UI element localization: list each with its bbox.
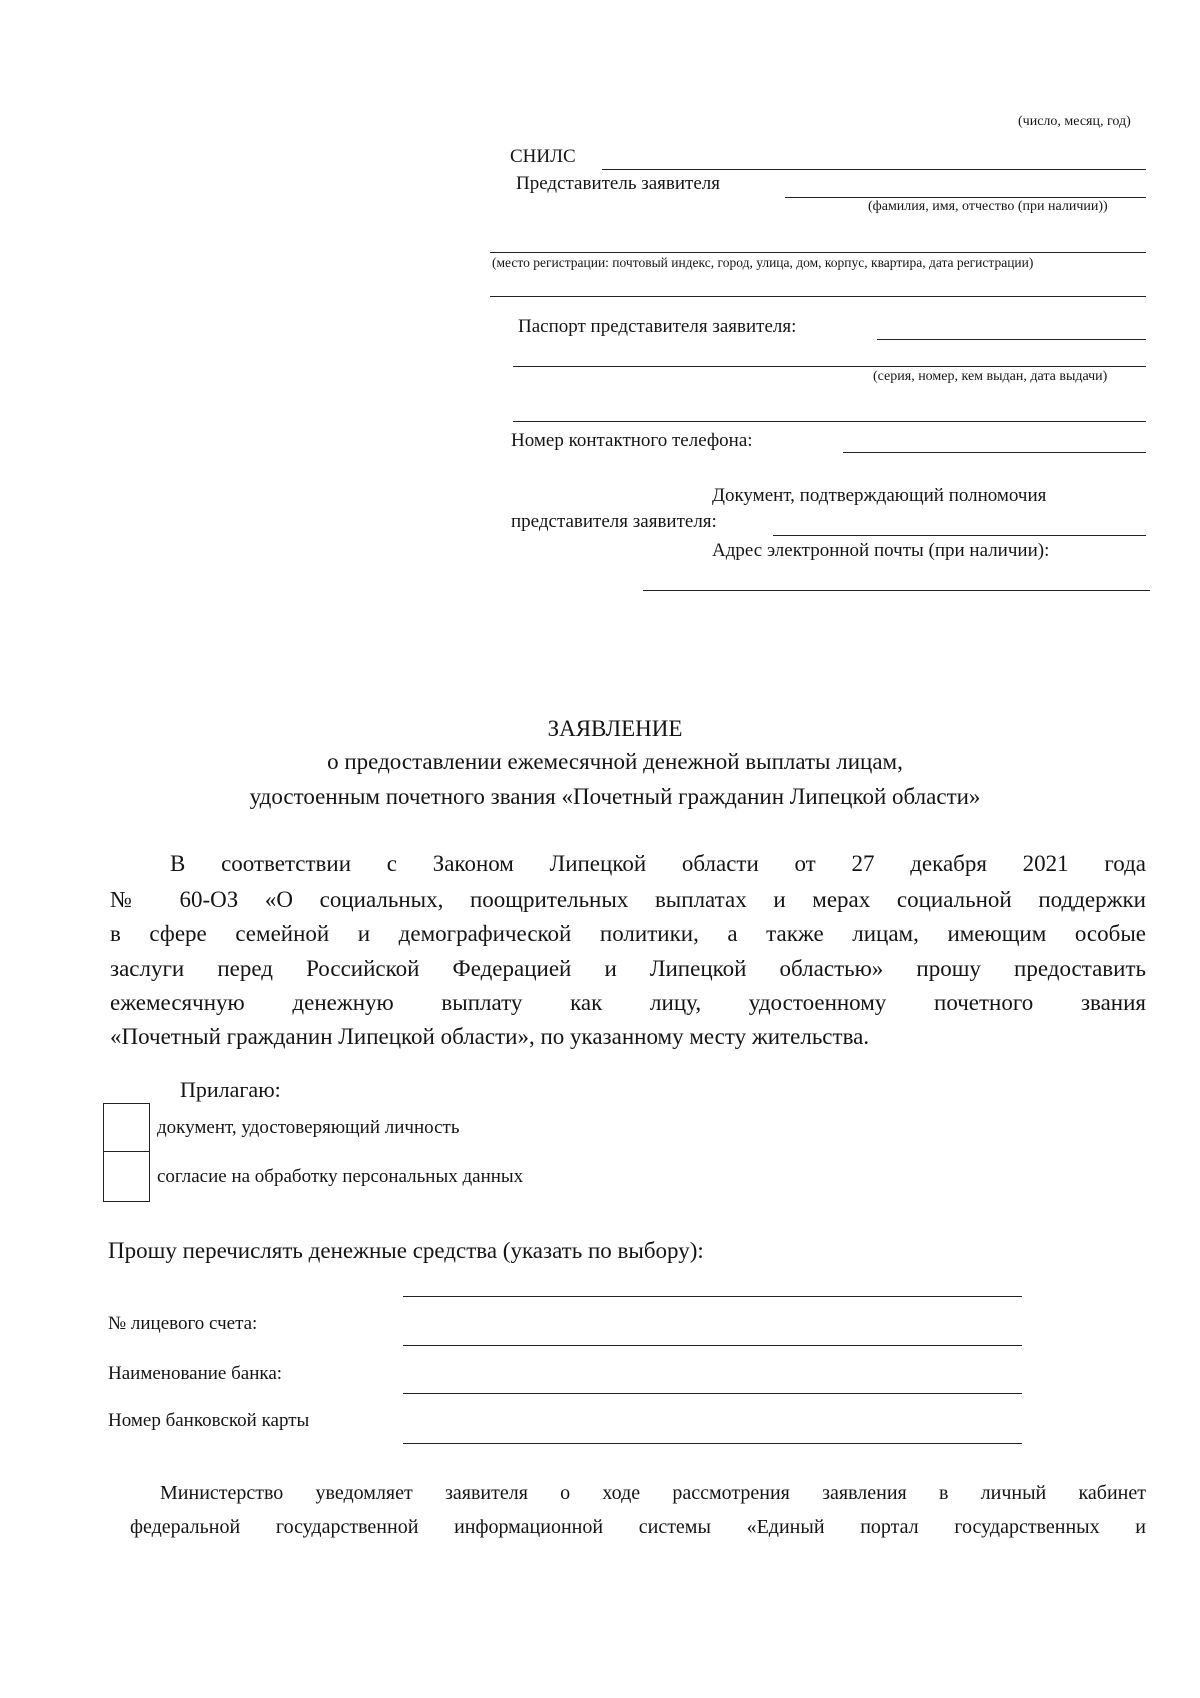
phone-input-line[interactable]	[843, 452, 1146, 453]
footer-line-1: Министерство уведомляет заявителя о ходе рассмотрения заявления в личный кабинет	[160, 1482, 1146, 1504]
registration-line-2[interactable]	[490, 296, 1146, 297]
payment-heading: Прошу перечислять денежные средства (указать по выбору):	[108, 1238, 704, 1263]
attachment-item-consent: согласие на обработку персональных данных	[157, 1166, 524, 1187]
representative-label: Представитель заявителя	[516, 173, 721, 194]
account-number-input-line[interactable]	[403, 1345, 1022, 1346]
authority-doc-label: Документ, подтверждающий полномочия	[712, 485, 1047, 506]
body-line-1: В соответствии с Законом Липецкой области от 27 декабря 2021 года	[170, 851, 1146, 876]
registration-caption: (место регистрации: почтовый индекс, город, улица, дом, корпус, квартира, дата регистрации)	[492, 255, 1034, 270]
authority-doc-input-line[interactable]	[773, 535, 1146, 536]
snils-label: СНИЛС	[510, 146, 576, 167]
body-line-5: ежемесячную денежную выплату как лицу, удостоенному почетного звания	[110, 990, 1146, 1015]
passport-label: Паспорт представителя заявителя:	[518, 316, 797, 337]
body-line-6: «Почетный гражданин Липецкой области», по указанному месту жительства.	[110, 1024, 870, 1049]
body-line-3: в сфере семейной и демографической политики, а также лицам, имеющим особые	[110, 921, 1146, 946]
passport-caption: (серия, номер, кем выдан, дата выдачи)	[873, 369, 1108, 384]
card-number-label: Номер банковской карты	[108, 1410, 310, 1431]
body-line-4: заслуги перед Российской Федерацией и Липецкой областью» прошу предоставить	[110, 956, 1146, 981]
body-line-2: № 60-ОЗ «О социальных, поощрительных выплатах и мерах социальной поддержки	[110, 887, 1146, 912]
passport-line-2[interactable]	[513, 366, 1146, 367]
attachment-item-identity: документ, удостоверяющий личность	[157, 1117, 460, 1138]
phone-label: Номер контактного телефона:	[511, 430, 753, 451]
account-number-label: № лицевого счета:	[108, 1313, 258, 1334]
bank-name-input-line[interactable]	[403, 1393, 1022, 1394]
document-heading: ЗАЯВЛЕНИЕ	[547, 716, 683, 741]
payment-line-0[interactable]	[403, 1296, 1022, 1297]
fio-caption: (фамилия, имя, отчество (при наличии))	[868, 199, 1108, 214]
email-input-line[interactable]	[643, 590, 1150, 591]
document-subtitle-line2: удостоенным почетного звания «Почетный гражданин Липецкой области»	[249, 784, 981, 809]
checkbox-divider	[103, 1151, 150, 1152]
registration-input-line[interactable]	[490, 252, 1146, 253]
passport-input-line[interactable]	[877, 339, 1146, 340]
attachments-label: Прилагаю:	[180, 1077, 281, 1102]
bank-name-label: Наименование банка:	[108, 1363, 283, 1384]
footer-line-2: федеральной государственной информационной системы «Единый портал государственных и	[130, 1516, 1146, 1538]
snils-input-line[interactable]	[602, 169, 1146, 170]
document-subtitle-line1: о предоставлении ежемесячной денежной выплаты лицам,	[327, 749, 903, 774]
email-label: Адрес электронной почты (при наличии):	[712, 540, 1050, 561]
authority-doc-label-2: представителя заявителя:	[511, 511, 717, 532]
card-number-input-line[interactable]	[403, 1443, 1022, 1444]
checkbox-identity-document[interactable]	[104, 1105, 148, 1150]
checkbox-personal-data-consent[interactable]	[104, 1153, 148, 1199]
date-caption: (число, месяц, год)	[1018, 114, 1131, 129]
representative-input-line[interactable]	[785, 197, 1146, 198]
passport-line-3[interactable]	[513, 421, 1146, 422]
